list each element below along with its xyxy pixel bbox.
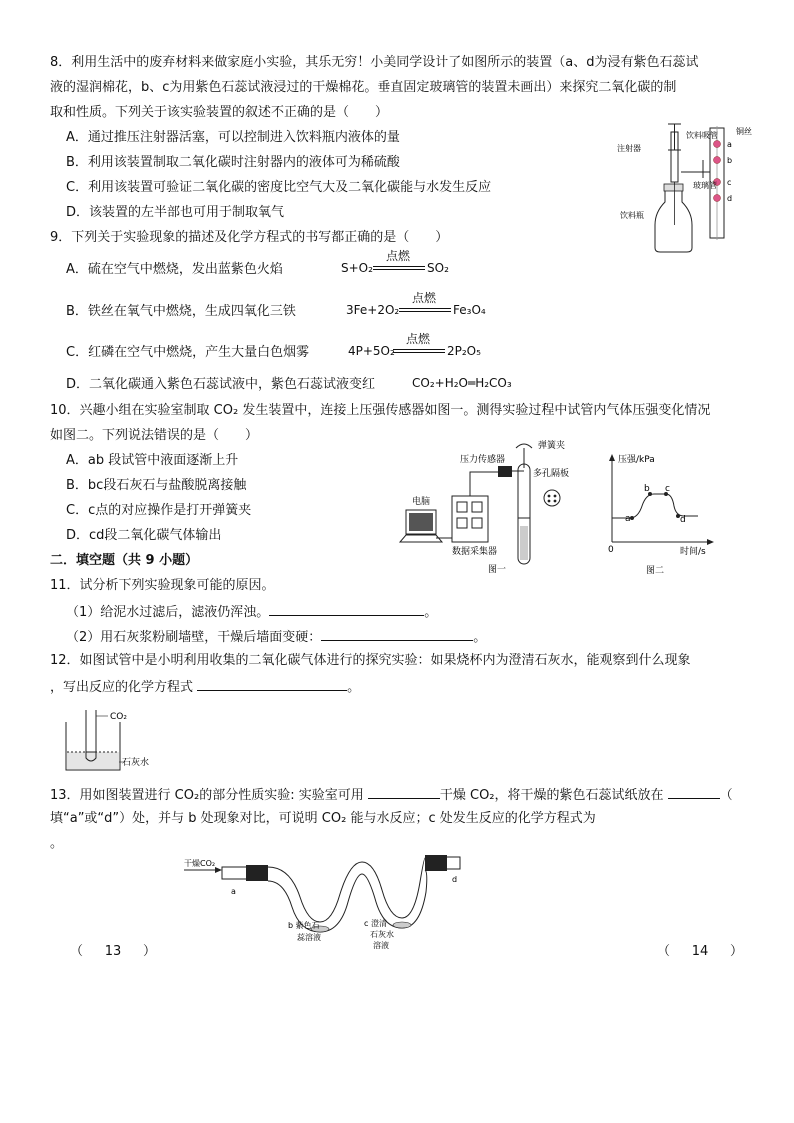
- q8-label-syringe: 注射器: [617, 144, 641, 153]
- q9-a-left: S+O₂: [341, 261, 373, 275]
- q8-option-c: C．利用该装置可验证二氧化碳的密度比空气大及二氧化碳能与水发生反应: [66, 180, 492, 195]
- q8-apparatus-figure: [615, 120, 775, 255]
- q10-stem-line1: 10．兴趣小组在实验室制取 CO₂ 发生装置中，连接上压强传感器如图一。测得实验过程中试管内气体压强变化情况: [50, 403, 711, 418]
- q10-fig2-point-a: a: [625, 514, 631, 524]
- q10-fig1-clamp: 弹簧夹: [538, 441, 566, 451]
- q9-b-right: Fe₃O₄: [453, 303, 486, 317]
- q11-sub2-text: （2）用石灰浆粉刷墙壁，干燥后墙面变硬：: [66, 630, 322, 645]
- q9-option-d: D．二氧化碳通入紫色石蕊试液中，紫色石蕊试液变红: [66, 377, 376, 392]
- q9-b-condition: 点燃: [411, 291, 436, 305]
- q13-line2: 填“a”或“d”）处，并与 b 处现象对比，可说明 CO₂ 能与水反应；c 处发生反应的化学方程式为: [50, 811, 596, 826]
- q9-a-right: SO₂: [427, 261, 449, 275]
- q8-label-straw: 饮料吸管: [686, 131, 718, 140]
- q10-fig2-caption: 图二: [646, 566, 665, 576]
- q10-fig2-origin: 0: [608, 545, 614, 555]
- q9-c-condition: 点燃: [405, 332, 430, 346]
- q10-fig1-caption: 图一: [488, 565, 507, 575]
- q10-fig2-point-b: b: [644, 484, 650, 494]
- q12-end: 。: [347, 680, 361, 695]
- q9-option-a: A．硫在空气中燃烧，发出蓝紫色火焰: [66, 262, 283, 277]
- q13-label-c-2: 石灰水: [370, 930, 394, 939]
- q8-option-d: D．该装置的左半部也可用于制取氧气: [66, 205, 285, 220]
- q13-answer1-blank[interactable]: [368, 784, 440, 799]
- q12-label-limewater: 石灰水: [122, 758, 150, 768]
- q10-fig2-xlabel: 时间/s: [680, 547, 706, 557]
- q10-fig2-point-d: d: [680, 515, 686, 525]
- q10-figure-two: [598, 450, 733, 578]
- q9-d-equation: CO₂+H₂O═H₂CO₃: [412, 376, 512, 390]
- section-two-heading: 二．填空题（共 9 小题）: [50, 553, 199, 568]
- q12-stem-line1: 12．如图试管中是小明利用收集的二氧化碳气体进行的探究实验：如果烧杯内为澄清石灰水，能观察到什么现象: [50, 653, 691, 668]
- q10-option-c: C．c点的对应操作是打开弹簧夹: [66, 503, 252, 518]
- q8-label-b: b: [727, 156, 733, 165]
- q12-stem-line2: [50, 676, 360, 698]
- q8-stem-line3: 取和性质。下列关于该实验装置的叙述不正确的是（ ）: [50, 105, 389, 120]
- page-number-left-close: ）: [143, 944, 157, 959]
- q10-fig1-computer: 电脑: [412, 497, 431, 507]
- q11-sub1: [66, 601, 437, 623]
- q13-line1-a: 13．用如图装置进行 CO₂的部分性质实验: 实验室可用: [50, 788, 364, 803]
- page-number-right: [657, 940, 743, 959]
- q10-stem-line2: 如图二。下列说法错误的是（ ）: [50, 428, 259, 443]
- q9-c-bar2: [393, 352, 445, 353]
- q10-option-b: B．bc段石灰石与盐酸脱离接触: [66, 478, 247, 493]
- page-number-left: [70, 940, 156, 959]
- q10-fig1-sensor: 压力传感器: [460, 455, 506, 465]
- q13-label-c-1: c 澄清: [364, 919, 387, 928]
- q8-label-c: c: [727, 178, 732, 187]
- q8-stem-line2: 液的湿润棉花，b、c为用紫色石蕊试液浸过的干燥棉花。垂直固定玻璃管的装置未画出）来探究二氧化碳的制: [50, 80, 677, 95]
- q11-sub1-text: （1）给泥水过滤后，滤液仍浑浊。: [66, 605, 270, 620]
- q13-line1-b: 干燥 CO₂，将干燥的紫色石蕊试纸放在: [439, 788, 664, 803]
- q10-option-d: D．cd段二氧化碳气体输出: [66, 528, 222, 543]
- q13-wavy-tube-figure: [180, 852, 480, 952]
- q12-answer-blank[interactable]: [197, 676, 347, 691]
- q13-label-inlet: 干燥CO₂: [184, 859, 216, 868]
- q9-c-right: 2P₂O₅: [447, 344, 481, 358]
- q8-label-d: d: [727, 194, 733, 203]
- page-number-right-open: （: [657, 944, 671, 959]
- q10-fig2-ylabel: 压强/kPa: [618, 455, 655, 465]
- q10-option-a: A．ab 段试管中液面逐渐上升: [66, 453, 239, 468]
- q13-answer2-blank[interactable]: [668, 784, 720, 799]
- q8-label-bottle: 饮料瓶: [620, 211, 644, 220]
- q9-c-left: 4P+5O₂: [348, 344, 395, 358]
- q13-label-d: d: [452, 875, 458, 884]
- q9-stem: 9．下列关于实验现象的描述及化学方程式的书写都正确的是（ ）: [50, 230, 449, 245]
- page-number-right-close: ）: [730, 944, 744, 959]
- page-number-right-value: 14: [691, 944, 709, 959]
- q9-c-bar: [393, 349, 445, 350]
- q10-figure-one: [390, 438, 585, 578]
- q13-label-c-3: 溶液: [373, 941, 389, 950]
- q10-fig1-plate: 多孔隔板: [533, 469, 570, 479]
- q12-stem-line2-text: ，写出反应的化学方程式: [50, 680, 194, 695]
- q8-stem-line1: 8．利用生活中的废弃材料来做家庭小实验，其乐无穷！小美同学设计了如图所示的装置（a、d为浸有紫色石蕊试: [50, 55, 699, 70]
- q11-sub2-end: 。: [473, 630, 487, 645]
- q10-fig2-point-c: c: [665, 484, 670, 494]
- q13-label-b-1: b 紫色石: [288, 921, 320, 930]
- page-number-left-value: 13: [104, 944, 122, 959]
- q9-b-left: 3Fe+2O₂: [346, 303, 400, 317]
- q8-label-wire: 铜丝: [736, 127, 752, 136]
- q12-beaker-figure: [62, 702, 162, 774]
- q11-stem: 11．试分析下列实验现象可能的原因。: [50, 578, 275, 593]
- q11-sub2: [66, 626, 486, 648]
- q9-a-bar: [373, 266, 425, 267]
- q11-sub1-end: 。: [424, 605, 438, 620]
- q13-line1-c: （: [719, 788, 733, 803]
- q9-b-bar2: [399, 311, 451, 312]
- q10-fig1-collector: 数据采集器: [452, 547, 498, 557]
- q9-option-b: B．铁丝在氧气中燃烧，生成四氧化三铁: [66, 304, 296, 319]
- q11-answer1-blank[interactable]: [269, 601, 424, 616]
- q13-label-b-2: 蕊溶液: [297, 933, 321, 942]
- q11-answer2-blank[interactable]: [321, 626, 473, 641]
- q9-option-c: C．红磷在空气中燃烧，产生大量白色烟雾: [66, 345, 310, 360]
- q8-option-a: A．通过推压注射器活塞，可以控制进入饮料瓶内液体的量: [66, 130, 400, 145]
- q8-label-a: a: [727, 140, 732, 149]
- q9-a-condition: 点燃: [385, 249, 410, 263]
- q9-b-bar: [399, 308, 451, 309]
- q13-line3: 。: [50, 836, 64, 851]
- q8-option-b: B．利用该装置制取二氧化碳时注射器内的液体可为稀硫酸: [66, 155, 400, 170]
- q13-label-a: a: [231, 887, 236, 896]
- page-number-left-open: （: [70, 944, 84, 959]
- q9-a-bar2: [373, 269, 425, 270]
- q13-line1: [50, 784, 733, 806]
- q12-label-co2: CO₂: [110, 712, 127, 722]
- q8-label-tube: 玻璃管: [693, 181, 717, 190]
